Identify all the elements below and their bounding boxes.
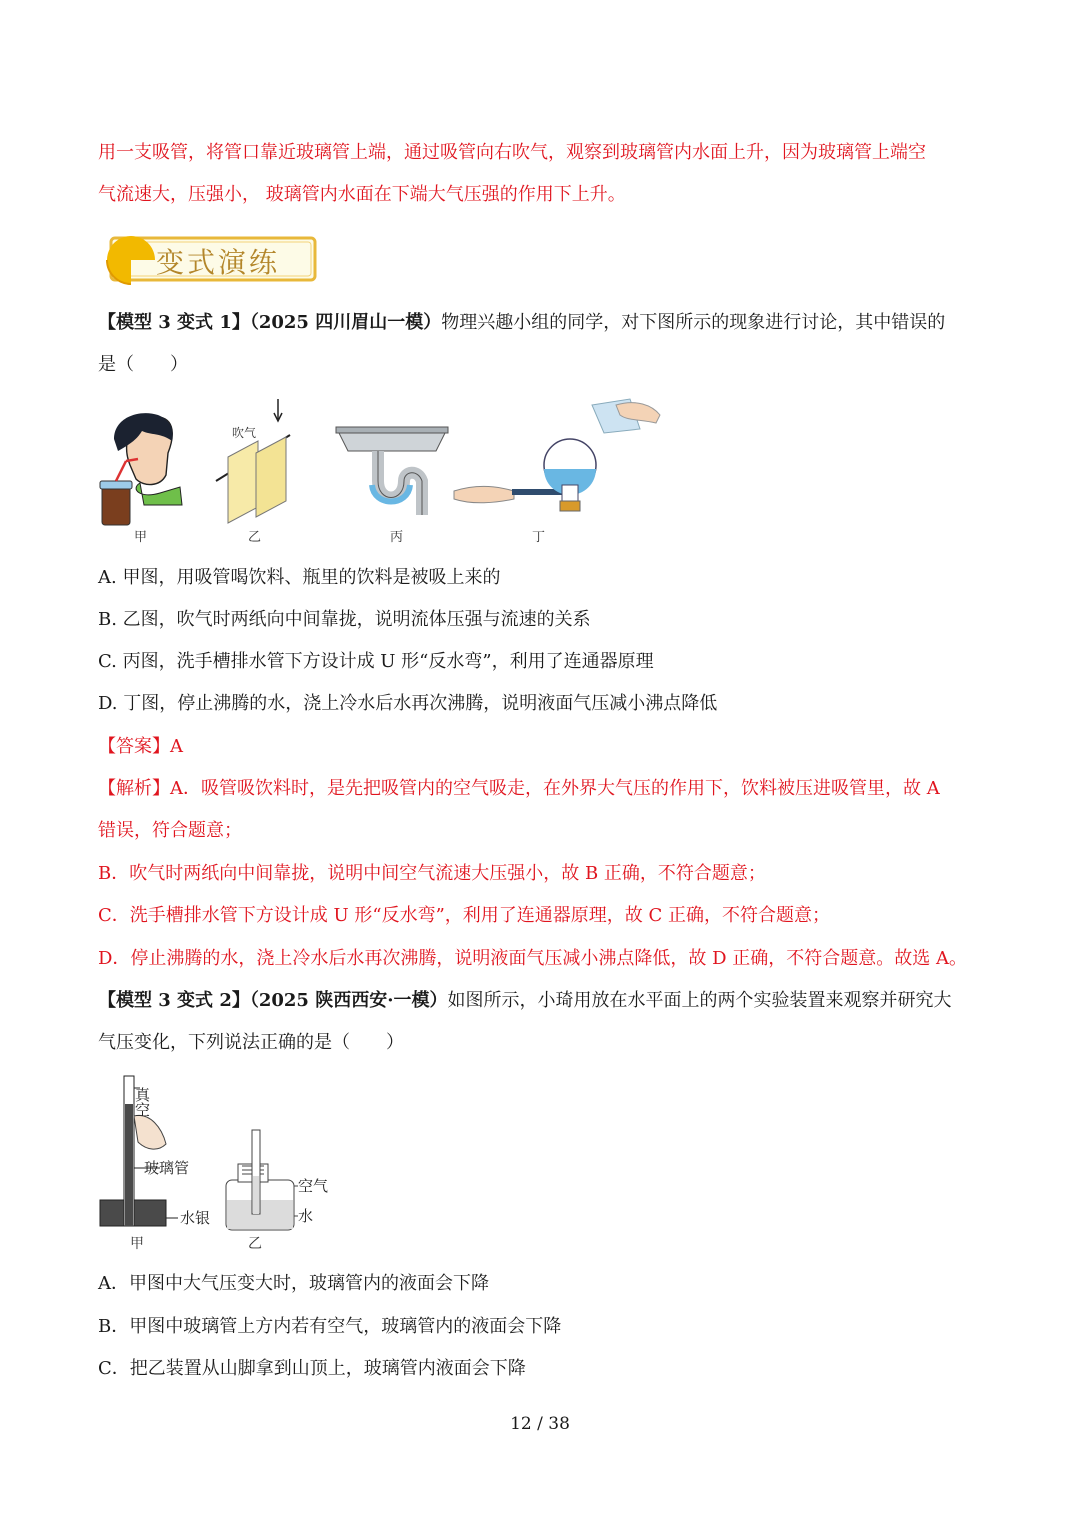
label-vacuum: 真空 [133, 1087, 151, 1117]
fig2-label-jia: 甲 [130, 1236, 144, 1252]
bottle-apparatus [226, 1130, 298, 1230]
q2-option-b: B．甲图中玻璃管上方内若有空气，玻璃管内的液面会下降 [98, 1316, 562, 1337]
banner-title: 变式演练 [156, 246, 281, 279]
q1-stem-line-2: 是（ ） [98, 354, 188, 375]
q2-option-a: A．甲图中大气压变大时，玻璃管内的液面会下降 [98, 1273, 489, 1294]
q1-analysis-line-2: 错误，符合题意； [98, 820, 242, 841]
sink-trap-illustration [336, 427, 448, 515]
q1-figure [100, 395, 670, 555]
page-number: 12 / 38 [510, 1414, 570, 1434]
fig-label-jia: 甲 [134, 530, 148, 545]
q1-analysis-line-3: B．吹气时两纸向中间靠拢，说明中间空气流速大压强小，故 B 正确，不符合题意； [98, 863, 766, 884]
q1-tag: 【模型 3 变式 1】（2025 四川眉山一模） [98, 312, 442, 333]
q1-option-d: D. 丁图，停止沸腾的水，浇上冷水后水再次沸腾，说明液面气压减小沸点降低 [98, 693, 718, 714]
label-mercury: 水银 [180, 1209, 211, 1227]
q1-stem-1: 物理兴趣小组的同学，对下图所示的现象进行讨论，其中错误的 [441, 312, 946, 333]
q1-answer [98, 734, 183, 760]
analysis-tag: 【解析】 [98, 778, 170, 799]
fig-label-bing: 丙 [390, 530, 404, 545]
two-papers-illustration [216, 399, 290, 523]
q2-option-c: C．把乙装置从山脚拿到山顶上，玻璃管内液面会下降 [98, 1358, 526, 1379]
q1-option-a: A. 甲图，用吸管喝饮料、瓶里的饮料是被吸上来的 [98, 567, 501, 588]
q1-analysis-line-1 [98, 776, 940, 802]
label-glass-tube: 玻璃管 [144, 1159, 190, 1177]
boy-drinking-illustration [100, 413, 182, 525]
fig-label-ding: 丁 [532, 530, 546, 545]
q1-stem-line-1 [98, 310, 945, 336]
flask-boiling-illustration [454, 399, 660, 511]
fig-label-yi: 乙 [248, 530, 262, 545]
q1-option-c: C. 丙图，洗手槽排水管下方设计成 U 形“反水弯”，利用了连通器原理 [98, 651, 654, 672]
q1-option-b: B. 乙图，吹气时两纸向中间靠拢，说明流体压强与流速的关系 [98, 609, 591, 630]
q2-figure [98, 1072, 358, 1254]
q2-stem-line-1 [98, 988, 951, 1014]
q1-analysis-line-5: D．停止沸腾的水，浇上冷水后水再次沸腾，说明液面气压减小沸点降低，故 D 正确，不符合题意。故选 A。 [98, 948, 968, 969]
analysis-text-1: A．吸管吸饮料时，是先把吸管内的空气吸走，在外界大气压的作用下，饮料被压进吸管里，故 A [170, 778, 940, 799]
q2-stem-1: 如图所示，小琦用放在水平面上的两个实验装置来观察并研究大 [447, 990, 952, 1011]
label-air: 空气 [298, 1177, 329, 1195]
label-water: 水 [298, 1207, 314, 1225]
blow-label: 吹气 [232, 426, 257, 440]
intro-line-1: 用一支吸管，将管口靠近玻璃管上端，通过吸管向右吹气，观察到玻璃管内水面上升，因为玻璃管上端空 [98, 142, 926, 163]
intro-line-2: 气流速大，压强小， 玻璃管内水面在下端大气压强的作用下上升。 [98, 184, 626, 205]
q2-stem-line-2: 气压变化，下列说法正确的是（ ） [98, 1032, 404, 1053]
q1-analysis-line-4: C．洗手槽排水管下方设计成 U 形“反水弯”，利用了连通器原理，故 C 正确，不符合题意； [98, 905, 831, 926]
fig2-label-yi: 乙 [248, 1236, 262, 1252]
q2-tag: 【模型 3 变式 2】（2025 陕西西安·一模） [98, 990, 448, 1011]
answer-tag: 【答案】 [98, 736, 170, 757]
answer-value: A [170, 736, 183, 757]
